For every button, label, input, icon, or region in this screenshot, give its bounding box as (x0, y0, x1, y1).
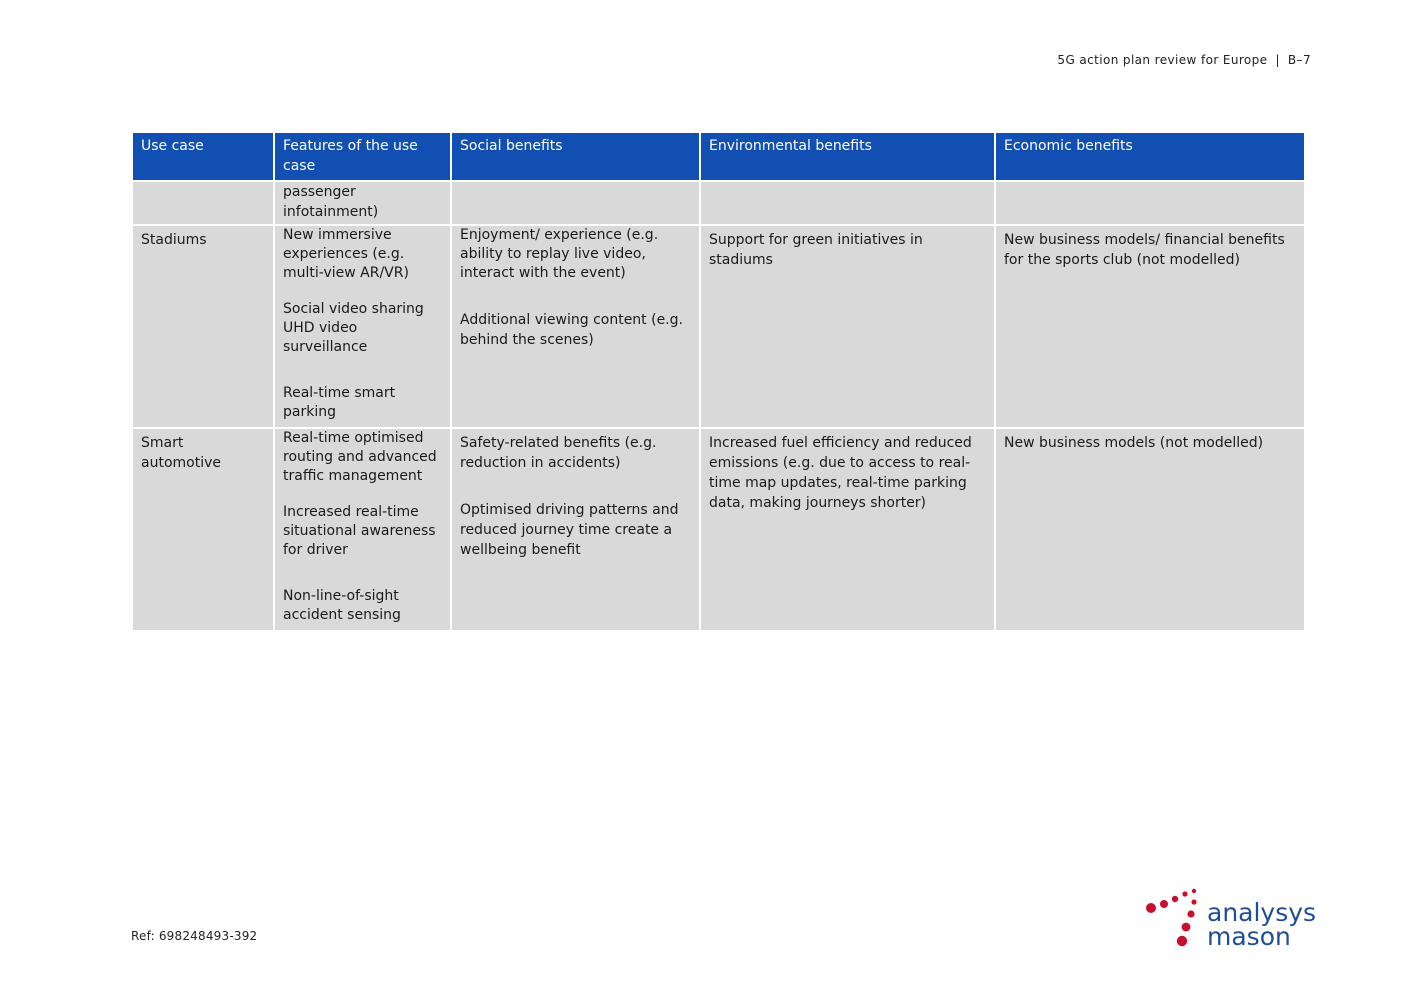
table-row (132, 428, 1305, 631)
social-benefit-text: Safety-related benefits (e.g. reduction in accidents) (460, 435, 657, 471)
economic-benefit-text: New business models/ financial benefits for the sports club (not modelled) (1004, 232, 1285, 268)
social-benefit-text: Enjoyment/ experience (e.g. ability to replay live video, interact with the event) (460, 227, 659, 281)
social-benefit-text: Additional viewing content (e.g. behind the scenes) (460, 312, 683, 348)
feature-text: Social video sharing UHD video surveillance (283, 301, 424, 355)
social-benefit-text: Optimised driving patterns and reduced journey time create a wellbeing benefit (460, 502, 679, 558)
use-case-cell (132, 181, 274, 225)
economic-benefits-cell (995, 225, 1305, 428)
economic-benefits-cell (995, 181, 1305, 225)
environmental-benefits-cell (700, 225, 995, 428)
table-header-row (132, 132, 1305, 181)
environmental-benefits-cell (700, 428, 995, 631)
logo-wordmark-line2: mason (1207, 922, 1291, 951)
features-cell (274, 181, 451, 225)
table-row (132, 225, 1305, 428)
features-cell (274, 428, 451, 631)
environmental-benefit-text: Increased fuel efficiency and reduced emissions (e.g. due to access to real-time map updates, real-time parking data, making journeys shorter) (709, 435, 972, 511)
page-number: B–7 (1287, 53, 1311, 67)
analysys-mason-logo (1140, 884, 1330, 954)
social-benefits-cell (451, 181, 700, 225)
table-row (132, 181, 1305, 225)
document-title: 5G action plan review for Europe (1057, 53, 1268, 67)
feature-text: passenger infotainment) (283, 184, 379, 220)
logo-dots-icon (1146, 889, 1197, 946)
benefits-table (131, 131, 1306, 632)
environmental-benefits-cell (700, 181, 995, 225)
use-case-label: Smart automotive (141, 435, 221, 471)
social-benefits-cell (451, 428, 700, 631)
use-case-cell (132, 225, 274, 428)
environmental-benefit-text: Support for green initiatives in stadiums (709, 232, 923, 268)
feature-text: New immersive experiences (e.g. multi-view AR/VR) (283, 227, 409, 281)
reference-number: Ref: 698248493-392 (131, 929, 258, 943)
use-case-cell (132, 428, 274, 631)
feature-text: Increased real-time situational awareness for driver (283, 504, 436, 558)
column-header-social-benefits: Social benefits (451, 132, 700, 181)
logo-wordmark-line1: analysys (1207, 898, 1317, 927)
social-benefits-cell (451, 225, 700, 428)
column-header-economic-benefits: Economic benefits (995, 132, 1305, 181)
feature-text: Non-line-of-sight accident sensing (283, 588, 401, 623)
features-cell (274, 225, 451, 428)
column-header-environmental-benefits: Environmental benefits (700, 132, 995, 181)
economic-benefit-text: New business models (not modelled) (1004, 435, 1264, 451)
feature-text: Real-time smart parking (283, 385, 396, 420)
column-header-use-case: Use case (132, 132, 274, 181)
running-header (1057, 53, 1311, 67)
feature-text: Real-time optimised routing and advanced traffic management (283, 430, 437, 484)
header-separator: | (1275, 53, 1280, 67)
use-case-label: Stadiums (141, 232, 207, 248)
economic-benefits-cell (995, 428, 1305, 631)
column-header-features: Features of the use case (274, 132, 451, 181)
